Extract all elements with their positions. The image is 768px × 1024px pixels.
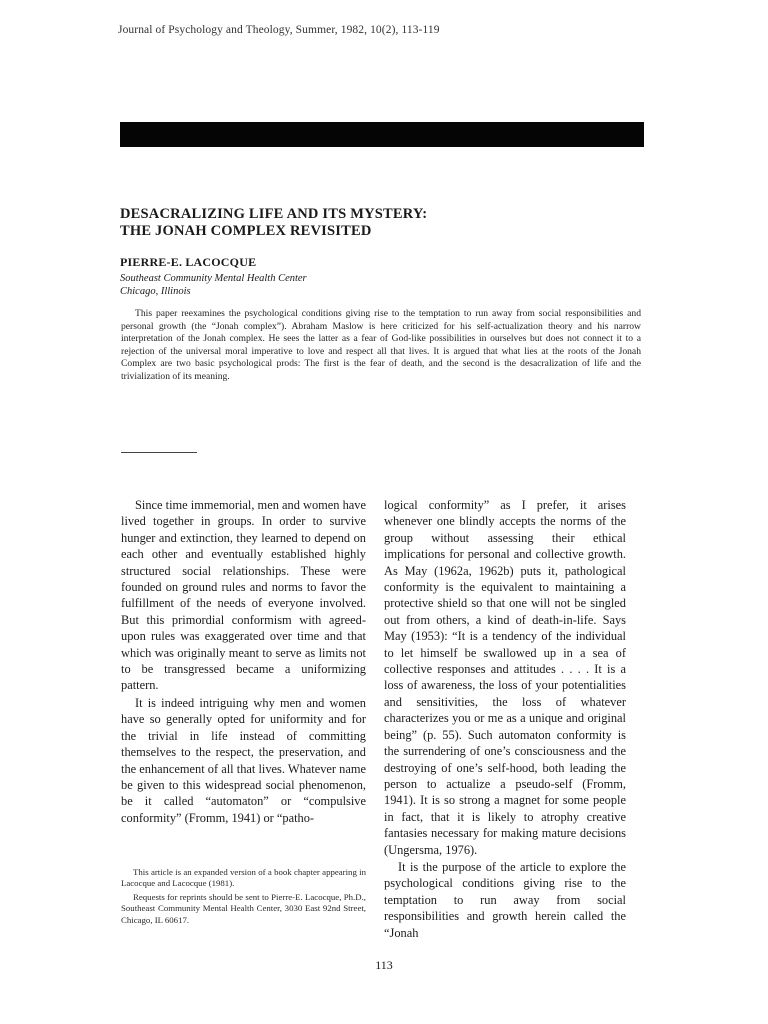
body-paragraph: It is indeed intriguing why men and women have so generally opted for uniformity and for the trivial in life instead of committing themselves to the respect, the preservation, and the enhancement of all that lives. Whatever name be given to this widespread social phenomenon, be it called “automaton” or “compulsive conformity” (Fromm, 1941) or “patho- <box>121 695 366 825</box>
body-column-left <box>121 497 366 827</box>
affiliation-line-2: Chicago, Illinois <box>120 286 191 297</box>
article-title-block <box>120 206 640 240</box>
footnote: This article is an expanded version of a book chapter appearing in Lacocque and Lacocque (1981). <box>121 867 366 889</box>
journal-citation: Journal of Psychology and Theology, Summer, 1982, 10(2), 113-119 <box>118 24 440 36</box>
body-paragraph: logical conformity” as I prefer, it arises whenever one blindly accepts the norms of the group without assessing their ethical implications for personal and collective growth. As May (1962a, 1962b) puts it, pathological conformity is the equivalent to maintaining a protective shield so that one will not be singled out from others, a kind of death-in-life. Says May (1953): “It is a tendency of the individual to let himself be swallowed up in a sea of collective responses and attitudes . . . . It is a loss of awareness, the loss of your potentialities and sensitivities, the loss of whatever characterizes you or me as a unique and original being” (p. 55). Such automaton conformity is the surrendering of one’s consciousness and the destroying of one’s self-hood, both leading the person to actualize a pseudo-self (Fromm, 1941). It is so strong a magnet for some people in fact, that it is likely to atrophy creative fantasies necessary for making mature decisions (Ungersma, 1976). <box>384 498 626 857</box>
body-paragraph: It is the purpose of the article to explore the psychological conditions giving rise to the temptation to run away from social responsibilities and growth herein called the “Jonah <box>384 859 626 940</box>
abstract <box>121 308 641 384</box>
abstract-text: This paper reexamines the psychological conditions giving rise to the temptation to run away from social responsibilities and personal growth (the “Jonah complex”). Abraham Maslow is here criticized for his self-actualization theory and his narrow interpretation of the Jonah complex. He sees the latter as a fear of God-like possibilities in ourselves but does not connect it to a rejection of the universal moral imperative to love and respect all that lives. It is argued that what lies at the roots of the Jonah Complex are two basic psychological prods: The first is the fear of death, and the second is the desacralization of life and the trivialization of its meaning. <box>121 308 641 382</box>
footnote: Requests for reprints should be sent to Pierre-E. Lacocque, Ph.D., Southeast Community Mental Health Center, 3030 East 92nd Street, Chicago, IL 60617. <box>121 891 366 925</box>
affiliation-line-1: Southeast Community Mental Health Center <box>120 273 307 284</box>
author-name: PIERRE-E. LACOCQUE <box>120 255 257 269</box>
author-affiliation <box>120 272 307 298</box>
header-black-bar <box>120 122 644 147</box>
body-paragraph: Since time immemorial, men and women have lived together in groups. In order to survive hunger and extinction, they learned to depend on each other and eventually established highly structured social relationships. These were founded on ground rules and norms to favor the fulfillment of the needs of everyone involved. But this primordial conformism with agreed-upon rules was exaggerated over time and that which was originally meant to serve as limits not to be transgressed became a uniformizing pattern. <box>121 498 366 693</box>
footnotes <box>121 867 366 928</box>
body-column-right <box>384 497 626 942</box>
page-number: 113 <box>375 958 393 972</box>
article-title-line-2: THE JONAH COMPLEX REVISITED <box>120 223 372 239</box>
article-title-line-1: DESACRALIZING LIFE AND ITS MYSTERY: <box>120 206 428 222</box>
section-divider <box>121 452 197 453</box>
